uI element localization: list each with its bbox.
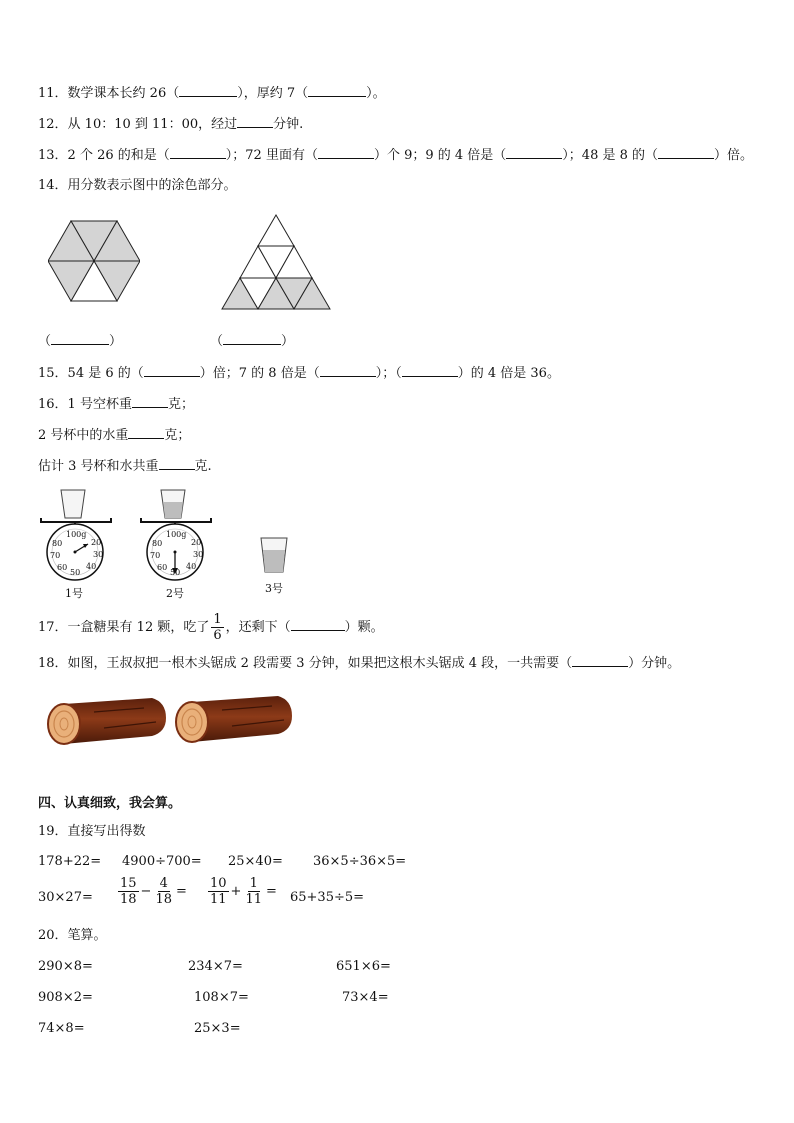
answer-blank[interactable] bbox=[51, 332, 109, 345]
calc-item: 25×3= bbox=[194, 1021, 241, 1036]
answer-blank[interactable] bbox=[572, 654, 628, 667]
answer-blank[interactable] bbox=[159, 457, 195, 470]
cup-3-label: 3号 bbox=[265, 582, 283, 595]
dial-1-label-60: 60 bbox=[57, 563, 68, 572]
calc-item: 178+22= bbox=[38, 854, 102, 869]
question-19-title: 19．直接写出得数 bbox=[38, 824, 146, 839]
answer-blank[interactable] bbox=[318, 146, 374, 159]
dial-1-label-40: 40 bbox=[86, 562, 97, 571]
answer-blank[interactable] bbox=[658, 146, 714, 159]
question-13: 13．2 个 26 的和是（ ）；72 里面有（ ）个 9；9 的 4 倍是（ ）；48 是 8 的（ ）倍。 bbox=[38, 148, 754, 163]
dial-2-label-30: 30 bbox=[193, 550, 204, 559]
calc-item: 25×40= bbox=[228, 854, 283, 869]
hexagon-answer: （ ） bbox=[38, 334, 123, 349]
answer-blank[interactable] bbox=[506, 146, 562, 159]
dial-1-label-30: 30 bbox=[93, 550, 104, 559]
dial-1-label-50: 50 bbox=[70, 568, 81, 577]
dial-1-label-20: 20 bbox=[91, 538, 102, 547]
answer-blank[interactable] bbox=[291, 618, 345, 631]
calc-item-fraction-subtract: $\frac{15}{18}$ − $\frac{4}{18}$ = bbox=[120, 876, 187, 907]
answer-blank[interactable] bbox=[320, 364, 376, 377]
dial-1-label-70: 70 bbox=[50, 551, 61, 560]
answer-blank[interactable] bbox=[308, 84, 366, 97]
section-4-heading: 四、认真细致，我会算。 bbox=[38, 796, 182, 811]
dial-2-label-100: 100g bbox=[166, 530, 187, 539]
fraction-one-sixth: $\frac{1}{6}$ bbox=[213, 612, 222, 643]
answer-blank[interactable] bbox=[179, 84, 237, 97]
answer-blank[interactable] bbox=[223, 332, 281, 345]
question-17: 17．一盒糖果有 12 颗，吃了 $\frac{1}{6}$ ，还剩下（ ）颗。 bbox=[38, 612, 384, 643]
answer-blank[interactable] bbox=[144, 364, 200, 377]
question-16-line-3: 估计 3 号杯和水共重 克. bbox=[38, 459, 212, 474]
calc-item: 36×5÷36×5= bbox=[313, 854, 407, 869]
dial-2-label-60: 60 bbox=[157, 563, 168, 572]
dial-1-label-100: 100g bbox=[66, 530, 87, 539]
question-12: 12．从 10：10 到 11：00，经过 分钟. bbox=[38, 117, 304, 132]
dial-2-label-80: 80 bbox=[152, 539, 163, 548]
question-16-line-1: 16．1 号空杯重 克； bbox=[38, 397, 194, 412]
calc-item: 73×4= bbox=[342, 990, 389, 1005]
calc-item: 30×27= bbox=[38, 890, 93, 905]
dial-2-label-50: 50 bbox=[170, 568, 181, 577]
question-14: 14．用分数表示图中的涂色部分。 bbox=[38, 178, 237, 193]
dial-2-label-70: 70 bbox=[150, 551, 161, 560]
calc-item: 108×7= bbox=[194, 990, 249, 1005]
calc-item: 290×8= bbox=[38, 959, 93, 974]
question-15: 15．54 是 6 的（ ）倍；7 的 8 倍是（ ）；（ ）的 4 倍是 36。 bbox=[38, 366, 560, 381]
calc-item: 234×7= bbox=[188, 959, 243, 974]
answer-blank[interactable] bbox=[237, 115, 273, 128]
question-11: 11．数学课本长约 26（ ），厚约 7（ ）。 bbox=[38, 86, 386, 101]
dial-2-label-20: 20 bbox=[191, 538, 202, 547]
answer-blank[interactable] bbox=[402, 364, 458, 377]
calc-item: 74×8= bbox=[38, 1021, 85, 1036]
calc-item-fraction-add: $\frac{10}{11}$ + $\frac{1}{11}$ = bbox=[210, 876, 277, 907]
answer-blank[interactable] bbox=[132, 395, 168, 408]
dial-2-label-40: 40 bbox=[186, 562, 197, 571]
answer-blank[interactable] bbox=[170, 146, 226, 159]
scale-2-label: 2号 bbox=[166, 587, 184, 600]
question-16-line-2: 2 号杯中的水重 克； bbox=[38, 428, 191, 443]
cup-3-figure bbox=[258, 536, 290, 574]
triangle-figure bbox=[221, 214, 331, 310]
triangle-answer: （ ） bbox=[210, 334, 295, 349]
calc-item: 908×2= bbox=[38, 990, 93, 1005]
wood-logs-figure bbox=[44, 694, 294, 752]
hexagon-figure bbox=[48, 220, 140, 302]
question-20-title: 20．笔算。 bbox=[38, 928, 107, 943]
calc-item: 651×6= bbox=[336, 959, 391, 974]
calc-item: 4900÷700= bbox=[122, 854, 202, 869]
question-18: 18．如图，王叔叔把一根木头锯成 2 段需要 3 分钟，如果把这根木头锯成 4 段，一共需要（ ）分钟。 bbox=[38, 656, 681, 671]
calc-item: 65+35÷5= bbox=[290, 890, 365, 905]
dial-1-label-80: 80 bbox=[52, 539, 63, 548]
answer-blank[interactable] bbox=[128, 426, 164, 439]
scale-1-label: 1号 bbox=[65, 587, 83, 600]
